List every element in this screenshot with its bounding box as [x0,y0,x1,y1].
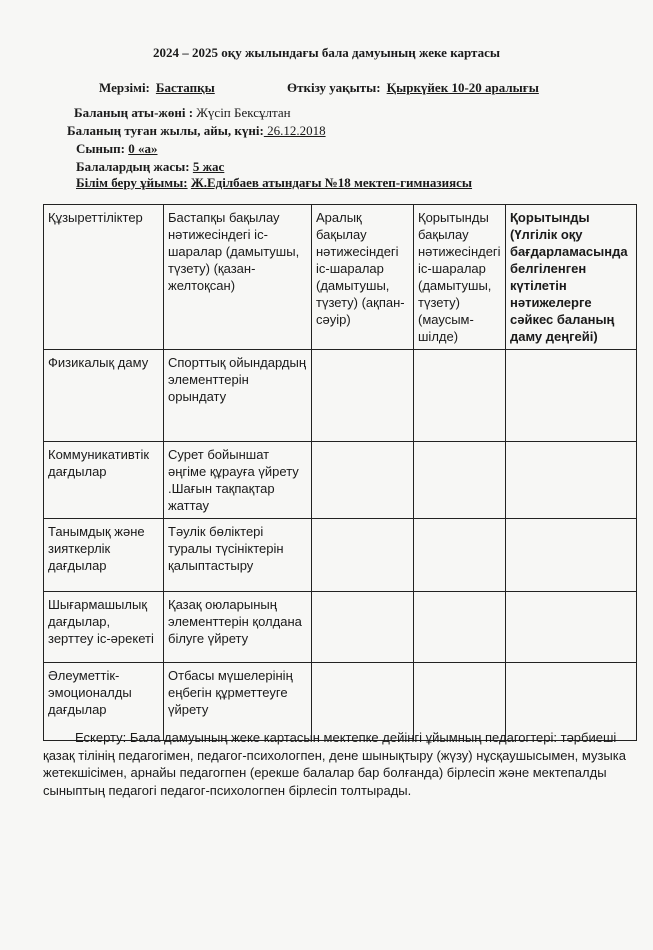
initial-cell: Тәулік бөліктері туралы түсініктерін қалыптастыру [164,519,312,592]
child-name-value: Жүсіп Бексұлтан [196,105,291,120]
table-row [44,592,637,663]
result-cell [506,442,637,519]
class-label: Сынып: [76,141,125,156]
interim-cell [312,442,414,519]
table-row [44,350,637,442]
header-competencies: Құзыреттіліктер [44,205,164,350]
class-line [76,141,158,157]
period-label: Мерзімі: [99,80,150,95]
interim-cell [312,592,414,663]
final-cell [414,519,506,592]
initial-cell: Отбасы мүшелерінің еңбегін құрметтеуге үйрету [164,663,312,741]
initial-cell: Қазақ оюларының элементтерін қолдана білуге үйрету [164,592,312,663]
header-result: Қорытынды (Үлгілік оқу бағдарламасында белгіленген күтілетін нәтижелерге сәйкес баланың даму деңгейі) [506,205,637,350]
period-line [99,80,215,96]
footnote: Ескерту: Бала дамуының жеке картасын мектепке дейінгі ұйымның педагогтері: тәрбиеші қазақ тілінің педагогімен, педагог-психологпен, дене шынықтыру (жүзу) нұсқаушысымен, музыка жетекшісімен, арнайы педагогпен (ерекше балалар бар болғанда) бірлесіп және мектепалды сыныптың педагогі педагог-психологпен бірлесіп толтырады. [43,730,626,798]
organization-label: Білім беру ұйымы: [76,175,188,190]
competency-cell: Әлеуметтік-эмоционалды дағдылар [44,663,164,741]
page-title: 2024 – 2025 оқу жылындағы бала дамуының жеке картасы [152,45,501,60]
competency-cell: Физикалық даму [44,350,164,442]
interim-cell [312,519,414,592]
header-interim: Аралық бақылау нәтижесіндегі іс-шаралар (дамытушы, түзету) (ақпан-сәуір) [312,205,414,350]
table-row [44,442,637,519]
competency-cell: Коммуникативтік дағдылар [44,442,164,519]
initial-cell: Спорттық ойындардың элементтерін орындату [164,350,312,442]
final-cell [414,350,506,442]
header-final: Қорытынды бақылау нәтижесіндегі іс-шаралар (дамытушы, түзету) (маусым-шілде) [414,205,506,350]
organization-line [76,175,472,191]
birth-date-value: 26.12.2018 [263,123,326,138]
header-initial: Бастапқы бақылау нәтижесіндегі іс-шаралар (дамытушы, түзету) (қазан-желтоқсан) [164,205,312,350]
initial-cell: Сурет бойыншат әңгіме құрауға үйрету .Шағын тақпақтар жаттау [164,442,312,519]
result-cell [506,350,637,442]
birth-date-line [67,123,326,139]
period-value: Бастапқы [155,80,215,95]
table-row [44,519,637,592]
timing-line [287,80,539,96]
result-cell [506,519,637,592]
development-table [43,204,637,741]
child-name-line [74,105,291,121]
interim-cell [312,350,414,442]
final-cell [414,442,506,519]
final-cell [414,592,506,663]
result-cell [506,592,637,663]
timing-label: Өткізу уақыты: [287,80,381,95]
age-line [76,159,224,175]
class-value: 0 «а» [128,141,158,156]
table-header-row [44,205,637,350]
timing-value: Қыркүйек 10-20 аралығы [386,80,539,95]
birth-date-label: Баланың туған жылы, айы, күні: [67,123,264,138]
age-label: Балалардың жасы: [76,159,190,174]
organization-value: Ж.Еділбаев атындағы №18 мектеп-гимназиясы [190,175,473,190]
age-value: 5 жас [192,159,225,174]
competency-cell: Танымдық және зияткерлік дағдылар [44,519,164,592]
child-name-label: Баланың аты-жөні : [74,105,194,120]
competency-cell: Шығармашылық дағдылар, зерттеу іс-әрекеті [44,592,164,663]
